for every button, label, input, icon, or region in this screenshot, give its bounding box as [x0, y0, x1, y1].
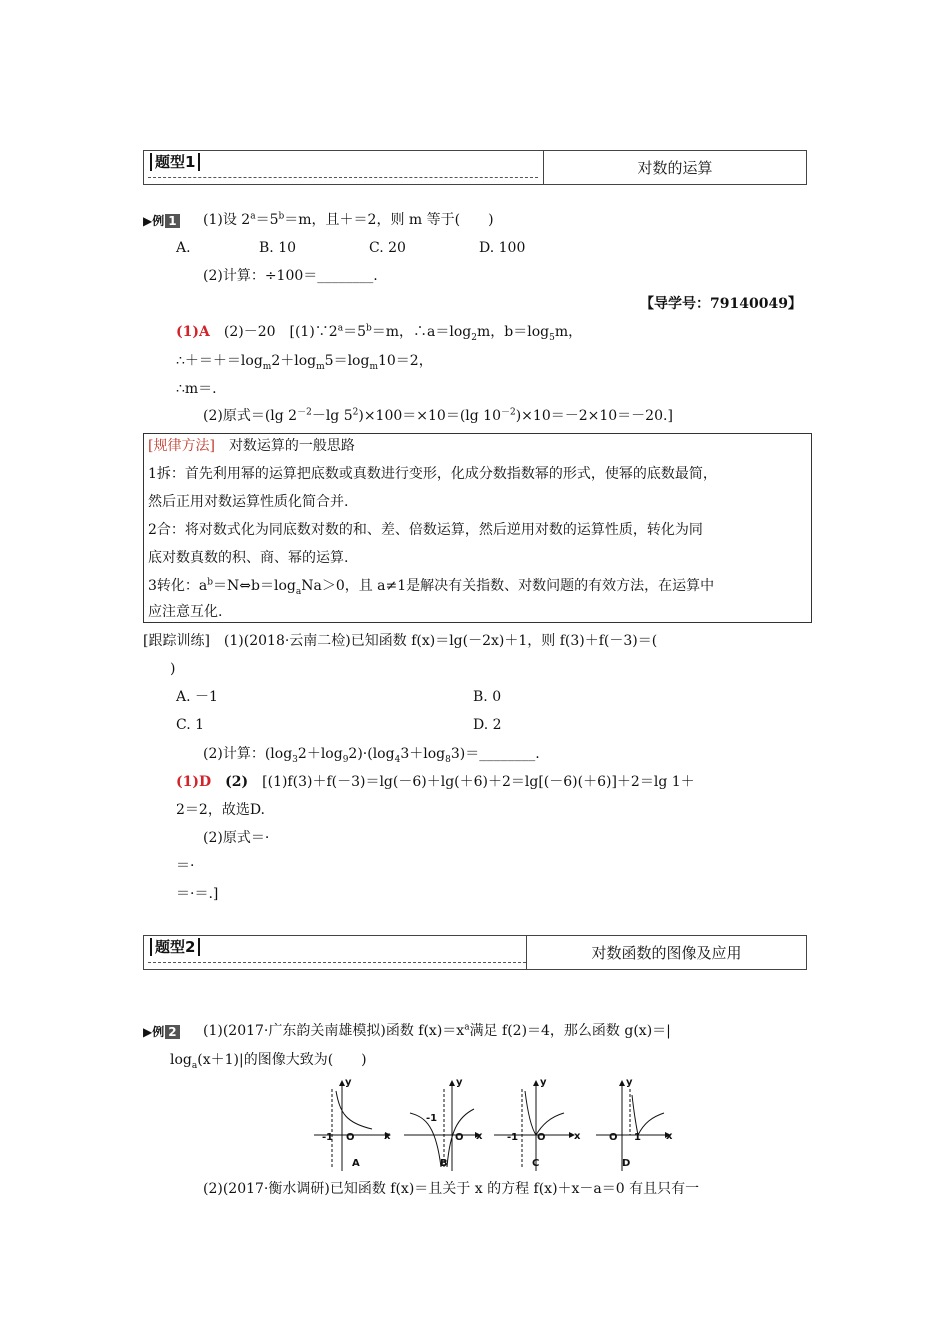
practice-answer-line-1: (1)D (2) [(1)f(3)＋f(－3)＝lg(－6)＋lg(＋6)＋2＝lg[(－6)(＋6)]＋2＝lg 1＋	[176, 774, 695, 790]
practice-option-d: D. 2	[473, 717, 502, 733]
function-graphs	[312, 1075, 672, 1175]
example-tag-label: 例	[152, 214, 165, 228]
ex1-answer-line-3: ∴m＝.	[176, 381, 217, 397]
guide-number: 【导学号：79140049】	[640, 296, 802, 312]
section-title-2: 对数函数的图像及应用	[591, 944, 742, 962]
method-line-5: 3转化：$a^b=N\Leftrightarrow b=\log_aNa>0$，且 a≠1是解决有关指数、对数问题的有效方法，在运算中	[148, 577, 715, 597]
method-heading	[148, 437, 355, 455]
section-tag-1: 题型1	[150, 153, 200, 171]
graph-d-y: y	[626, 1077, 633, 1088]
example-tag-num: 1	[165, 214, 179, 228]
ex2-question-1: (1)(2017·广东韵关南雄模拟)函数 $f(x)=x^a$满足 f(2)＝4，那么函数 g(x)＝|	[203, 1022, 671, 1039]
ex2-question-2: (2)(2017·衡水调研)已知函数 f(x)＝且关于 x 的方程 f(x)＋x－a＝0 有且只有一	[203, 1181, 700, 1197]
ex1-option-a: A.	[176, 240, 191, 256]
method-line-6: 应注意互化.	[148, 604, 223, 620]
section-dash-2	[148, 962, 526, 963]
answer-label: (1)A	[176, 324, 210, 340]
practice-question-2: (2)计算：$(\log_32+\log_92)\cdot(\log_43+\log_83)=\_\_\_\_\_\_\_\_$.	[203, 746, 540, 765]
graph-b-neg1: -1	[426, 1113, 438, 1124]
section-header-2	[143, 935, 807, 970]
graph-c-y: y	[540, 1077, 547, 1088]
graph-c-neg1: -1	[507, 1132, 519, 1143]
example-tag-num-2: 2	[165, 1025, 179, 1039]
practice-option-c: C. 1	[176, 717, 205, 733]
graph-d-origin: O	[609, 1132, 618, 1143]
graph-d	[596, 1081, 673, 1171]
method-line-2: 然后正用对数运算性质化简合并.	[148, 494, 349, 510]
ex1-question-1: (1)设 $2^a=5^b=m$，且＋＝2，则 m 等于( )	[203, 211, 494, 228]
graph-b-label: B	[440, 1158, 448, 1169]
graph-b-y: y	[456, 1077, 463, 1088]
graph-d-label: D	[622, 1158, 631, 1169]
ex1-answer-line-2: $\therefore+=+=\log_m2+\log_m5=\log_m10=2$，	[176, 353, 433, 372]
method-title: 对数运算的一般思路	[228, 438, 355, 454]
ex1-answer-line-4: (2)原式＝(lg $2^{-2}-\lg$ $5^2)\times 100=\times 10=(\lg$ $10^{-2})\times 10=-2\times 10=-20$.]	[203, 407, 673, 424]
practice-answer-line-5: ＝·＝.]	[176, 886, 219, 902]
graph-c-label: C	[532, 1158, 540, 1169]
example-tag-1: ▶例 1	[143, 212, 180, 229]
practice-answer-line-4: ＝·	[176, 858, 195, 874]
graph-d-one: 1	[634, 1132, 641, 1143]
practice-answer-line-3: (2)原式＝·	[203, 830, 270, 846]
method-line-4: 底对数真数的积、商、幂的运算.	[148, 550, 349, 566]
ex1-option-c: C. 20	[369, 240, 406, 256]
ex1-option-b: B. 10	[259, 240, 297, 256]
method-line-3: 2合：将对数式化为同底数对数的和、差、倍数运算，然后逆用对数的运算性质，转化为同	[148, 522, 703, 538]
practice-option-a: A. －1	[176, 689, 218, 705]
graph-a-x: x	[384, 1131, 391, 1142]
method-label: [规律方法]	[148, 438, 215, 454]
graph-c-x: x	[574, 1131, 581, 1142]
graph-a-label: A	[352, 1158, 360, 1169]
method-box	[143, 433, 812, 623]
section-title-1: 对数的运算	[637, 159, 713, 177]
practice-answer-label: (1)D	[176, 774, 212, 790]
graph-a-y: y	[345, 1077, 352, 1088]
example-tag-2: ▶例 2	[143, 1023, 180, 1040]
practice-answer-line-2: 2＝2，故选D.	[176, 802, 265, 818]
graph-b-x: x	[476, 1131, 483, 1142]
method-line-1: 1拆：首先利用幂的运算把底数或真数进行变形，化成分数指数幂的形式，使幂的底数最简，	[148, 466, 717, 482]
ex1-answer-line-1: (1)A (2)－20 [$(1)\because 2^a=5^b=m$，$\therefore a=\log_2m$，$b=\log_5m$，	[176, 323, 583, 343]
example-tag-label-2: 例	[152, 1025, 165, 1039]
graph-d-x: x	[666, 1131, 673, 1142]
practice-question-1: [跟踪训练] (1)(2018·云南二检)已知函数 f(x)＝lg(－2x)＋1，则 f(3)＋f(－3)＝(	[143, 633, 658, 649]
graph-a-neg1: -1	[322, 1132, 334, 1143]
practice-question-1-end: )	[170, 661, 176, 677]
graph-c-origin: O	[537, 1132, 546, 1143]
section-header-1	[143, 150, 807, 185]
ex1-question-2: (2)计算：÷100＝________.	[203, 268, 378, 284]
graph-b-origin: O	[455, 1132, 464, 1143]
practice-option-b: B. 0	[473, 689, 502, 705]
graph-a-origin: O	[346, 1132, 355, 1143]
section-dash-1	[148, 177, 538, 178]
ex2-question-1-cont: $\log_a(x+1)|$的图像大致为( )	[170, 1052, 367, 1071]
section-tag-2: 题型2	[150, 938, 200, 956]
ex1-option-d: D. 100	[479, 240, 526, 256]
